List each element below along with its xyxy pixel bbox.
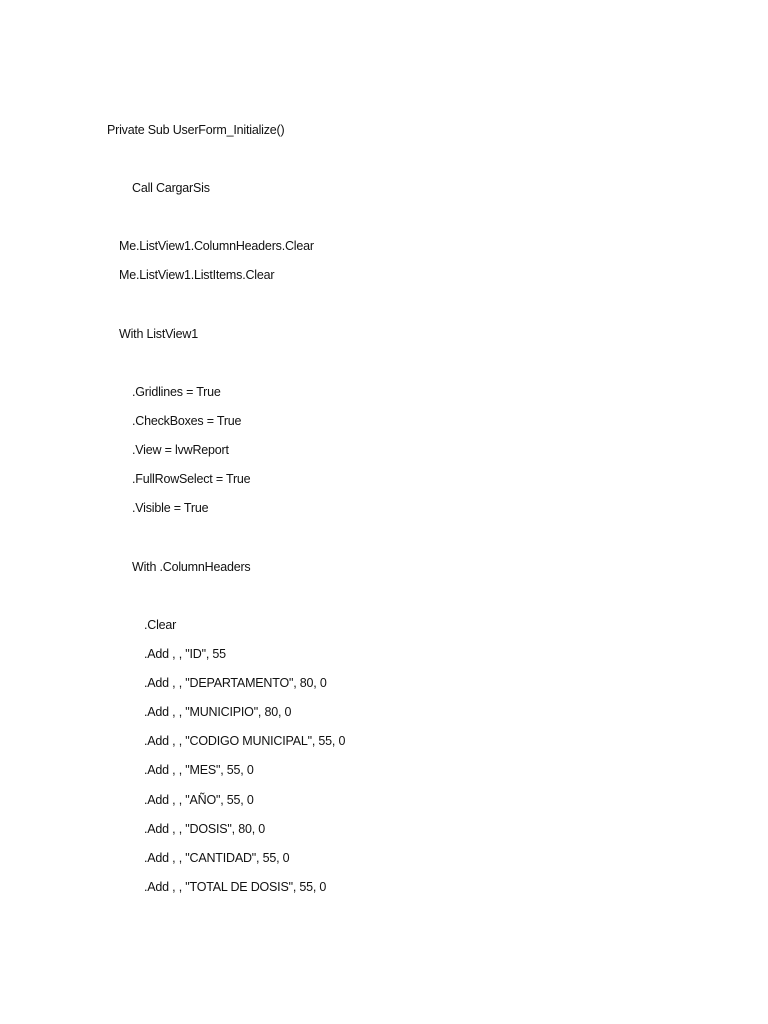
code-line-add-departamento: .Add , , "DEPARTAMENTO", 80, 0 [144,676,327,690]
code-line-clear: .Clear [144,618,177,632]
code-line-add-cantidad: .Add , , "CANTIDAD", 55, 0 [144,851,290,865]
code-line-visible: .Visible = True [132,501,209,515]
code-line-call: Call CargarSis [132,181,210,195]
code-line-with-listview: With ListView1 [119,327,198,341]
code-line-gridlines: .Gridlines = True [132,385,221,399]
code-line-clear-headers: Me.ListView1.ColumnHeaders.Clear [119,239,314,253]
code-line-view: .View = lvwReport [132,443,229,457]
code-line-with-columnheaders: With .ColumnHeaders [132,560,251,574]
code-line-add-total-dosis: .Add , , "TOTAL DE DOSIS", 55, 0 [144,880,327,894]
code-line-add-codigo-municipal: .Add , , "CODIGO MUNICIPAL", 55, 0 [144,734,346,748]
code-line-add-id: .Add , , "ID", 55 [144,647,226,661]
code-line-add-ano: .Add , , "AÑO", 55, 0 [144,793,254,807]
code-line-add-dosis: .Add , , "DOSIS", 80, 0 [144,822,265,836]
code-line-fullrowselect: .FullRowSelect = True [132,472,251,486]
code-line-add-mes: .Add , , "MES", 55, 0 [144,763,254,777]
code-line-checkboxes: .CheckBoxes = True [132,414,242,428]
code-line-add-municipio: .Add , , "MUNICIPIO", 80, 0 [144,705,292,719]
code-line-clear-items: Me.ListView1.ListItems.Clear [119,268,275,282]
code-line-sub-declaration: Private Sub UserForm_Initialize() [107,123,285,137]
